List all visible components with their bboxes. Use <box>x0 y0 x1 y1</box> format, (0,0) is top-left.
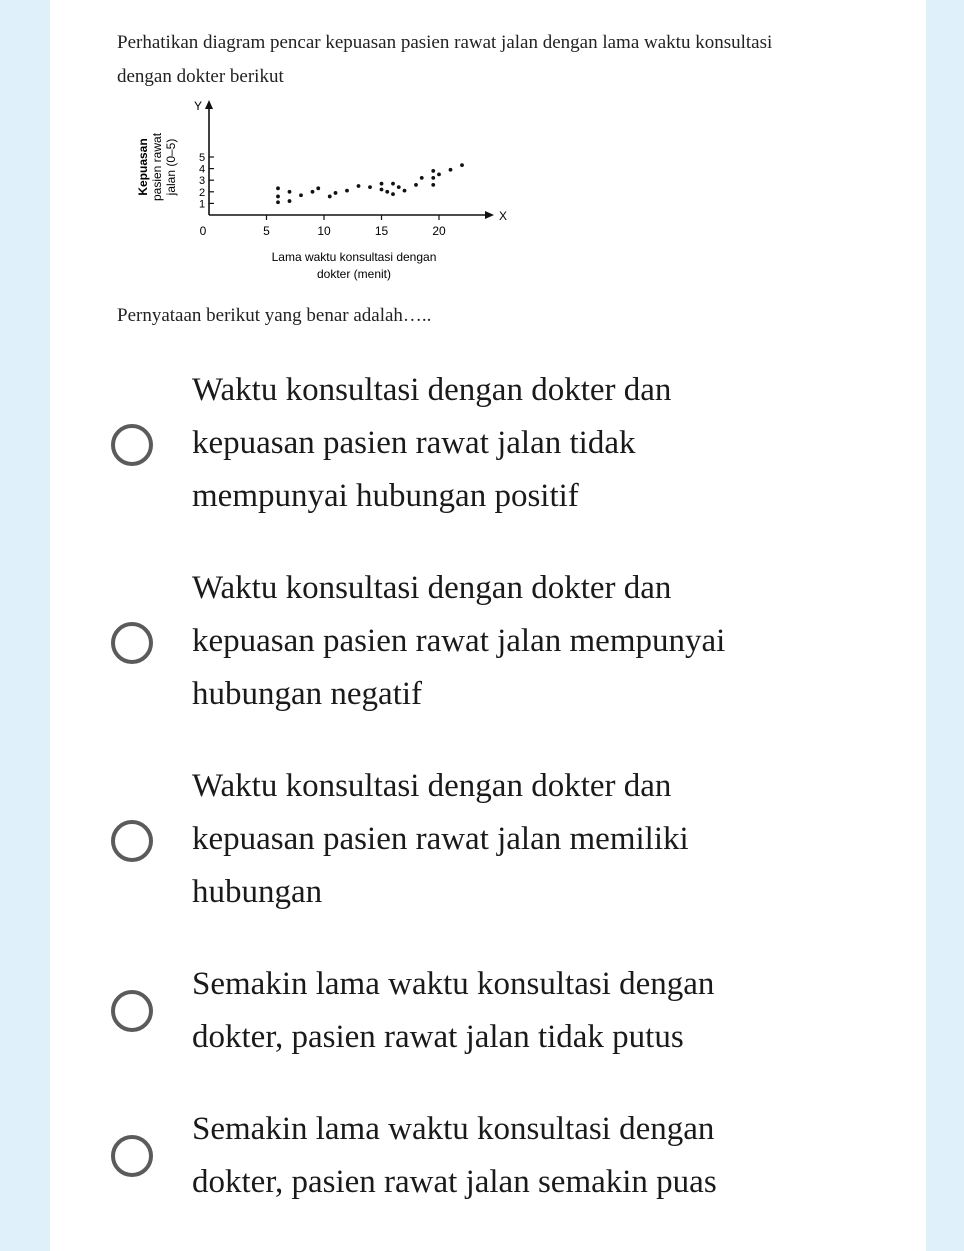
option-a-line-2: kepuasan pasien rawat jalan tidak <box>192 425 636 461</box>
x-label-line-1: Lama waktu konsultasi dengan <box>271 250 437 264</box>
option-d-line-2: dokter, pasien rawat jalan tidak putus <box>192 1019 684 1055</box>
scatter-point <box>299 193 303 197</box>
y-tick-label: 1 <box>198 198 206 211</box>
radio-option-c[interactable] <box>111 820 153 862</box>
option-e-line-2: dokter, pasien rawat jalan semakin puas <box>192 1164 717 1200</box>
y-tick-label: 4 <box>198 163 206 176</box>
y-tick-label: 2 <box>198 186 206 199</box>
scatter-point <box>380 182 384 186</box>
scatter-point <box>368 185 372 189</box>
scatter-point <box>431 169 435 173</box>
scatter-chart <box>110 92 530 292</box>
scatter-point <box>431 176 435 180</box>
x-tick-label: 5 <box>263 224 270 238</box>
radio-option-e[interactable] <box>111 1135 153 1177</box>
option-b-line-1: Waktu konsultasi dengan dokter dan <box>192 570 672 606</box>
scatter-point <box>311 190 315 194</box>
scatter-point <box>460 163 464 167</box>
scatter-point <box>276 186 280 190</box>
x-tick-label: 10 <box>317 224 331 238</box>
y-axis-arrow <box>205 100 213 109</box>
scatter-point <box>357 184 361 188</box>
scatter-point <box>288 199 292 203</box>
option-b-line-3: hubungan negatif <box>192 676 423 712</box>
y-label-line-2: pasien rawat <box>150 132 164 202</box>
x-axis-letter: X <box>498 209 508 223</box>
scatter-point <box>403 189 407 193</box>
question-line-1: Perhatikan diagram pencar kepuasan pasien rawat jalan dengan lama waktu konsultasi <box>117 32 773 53</box>
option-a-line-3: mempunyai hubungan positif <box>192 478 579 514</box>
y-label-line-3: jalan (0–5) <box>164 138 178 196</box>
origin-label: 0 <box>199 224 207 238</box>
y-tick-label: 5 <box>198 152 206 164</box>
scatter-point <box>276 195 280 199</box>
scatter-point <box>328 195 332 199</box>
option-e-line-1: Semakin lama waktu konsultasi dengan <box>192 1111 715 1147</box>
y-axis-letter: Y <box>193 99 203 113</box>
option-c-line-1: Waktu konsultasi dengan dokter dan <box>192 768 672 804</box>
scatter-point <box>288 190 292 194</box>
scatter-point <box>316 186 320 190</box>
option-b-text <box>192 562 912 721</box>
data-points <box>276 163 464 204</box>
scatter-point <box>431 183 435 187</box>
option-c-line-2: kepuasan pasien rawat jalan memiliki <box>192 821 689 857</box>
x-tick-label: 15 <box>374 224 389 238</box>
scatter-point <box>391 182 395 186</box>
option-d-text <box>192 958 912 1064</box>
radio-option-d[interactable] <box>111 990 153 1032</box>
x-ticks <box>263 215 446 238</box>
x-tick-label: 20 <box>432 224 446 238</box>
option-c-line-3: hubungan <box>192 874 323 910</box>
scatter-point <box>420 176 424 180</box>
question-text <box>117 26 877 94</box>
x-axis-arrow <box>485 211 494 219</box>
y-tick-label: 3 <box>198 175 206 188</box>
scatter-point <box>334 191 338 195</box>
option-c-text <box>192 760 912 919</box>
scatter-point <box>391 192 395 196</box>
y-label-line-1: Kepuasan <box>136 138 150 196</box>
scatter-point <box>449 168 453 172</box>
y-ticks <box>199 152 214 210</box>
scatter-point <box>397 185 401 189</box>
option-d-line-1: Semakin lama waktu konsultasi dengan <box>192 966 715 1002</box>
option-a-line-1: Waktu konsultasi dengan dokter dan <box>192 372 672 408</box>
option-b-line-2: kepuasan pasien rawat jalan mempunyai <box>192 623 726 659</box>
option-a-text <box>192 364 912 523</box>
scatter-point <box>345 189 349 193</box>
scatter-point <box>380 188 384 192</box>
scatter-point <box>414 183 418 187</box>
radio-option-b[interactable] <box>111 622 153 664</box>
x-label-line-2: dokter (menit) <box>316 267 392 281</box>
radio-option-a[interactable] <box>111 424 153 466</box>
scatter-point <box>276 200 280 204</box>
question-line-2: dengan dokter berikut <box>117 66 284 87</box>
scatter-point <box>437 173 441 177</box>
prompt-text: Pernyataan berikut yang benar adalah….. <box>117 305 432 326</box>
scatter-point <box>385 190 389 194</box>
option-e-text <box>192 1103 912 1209</box>
